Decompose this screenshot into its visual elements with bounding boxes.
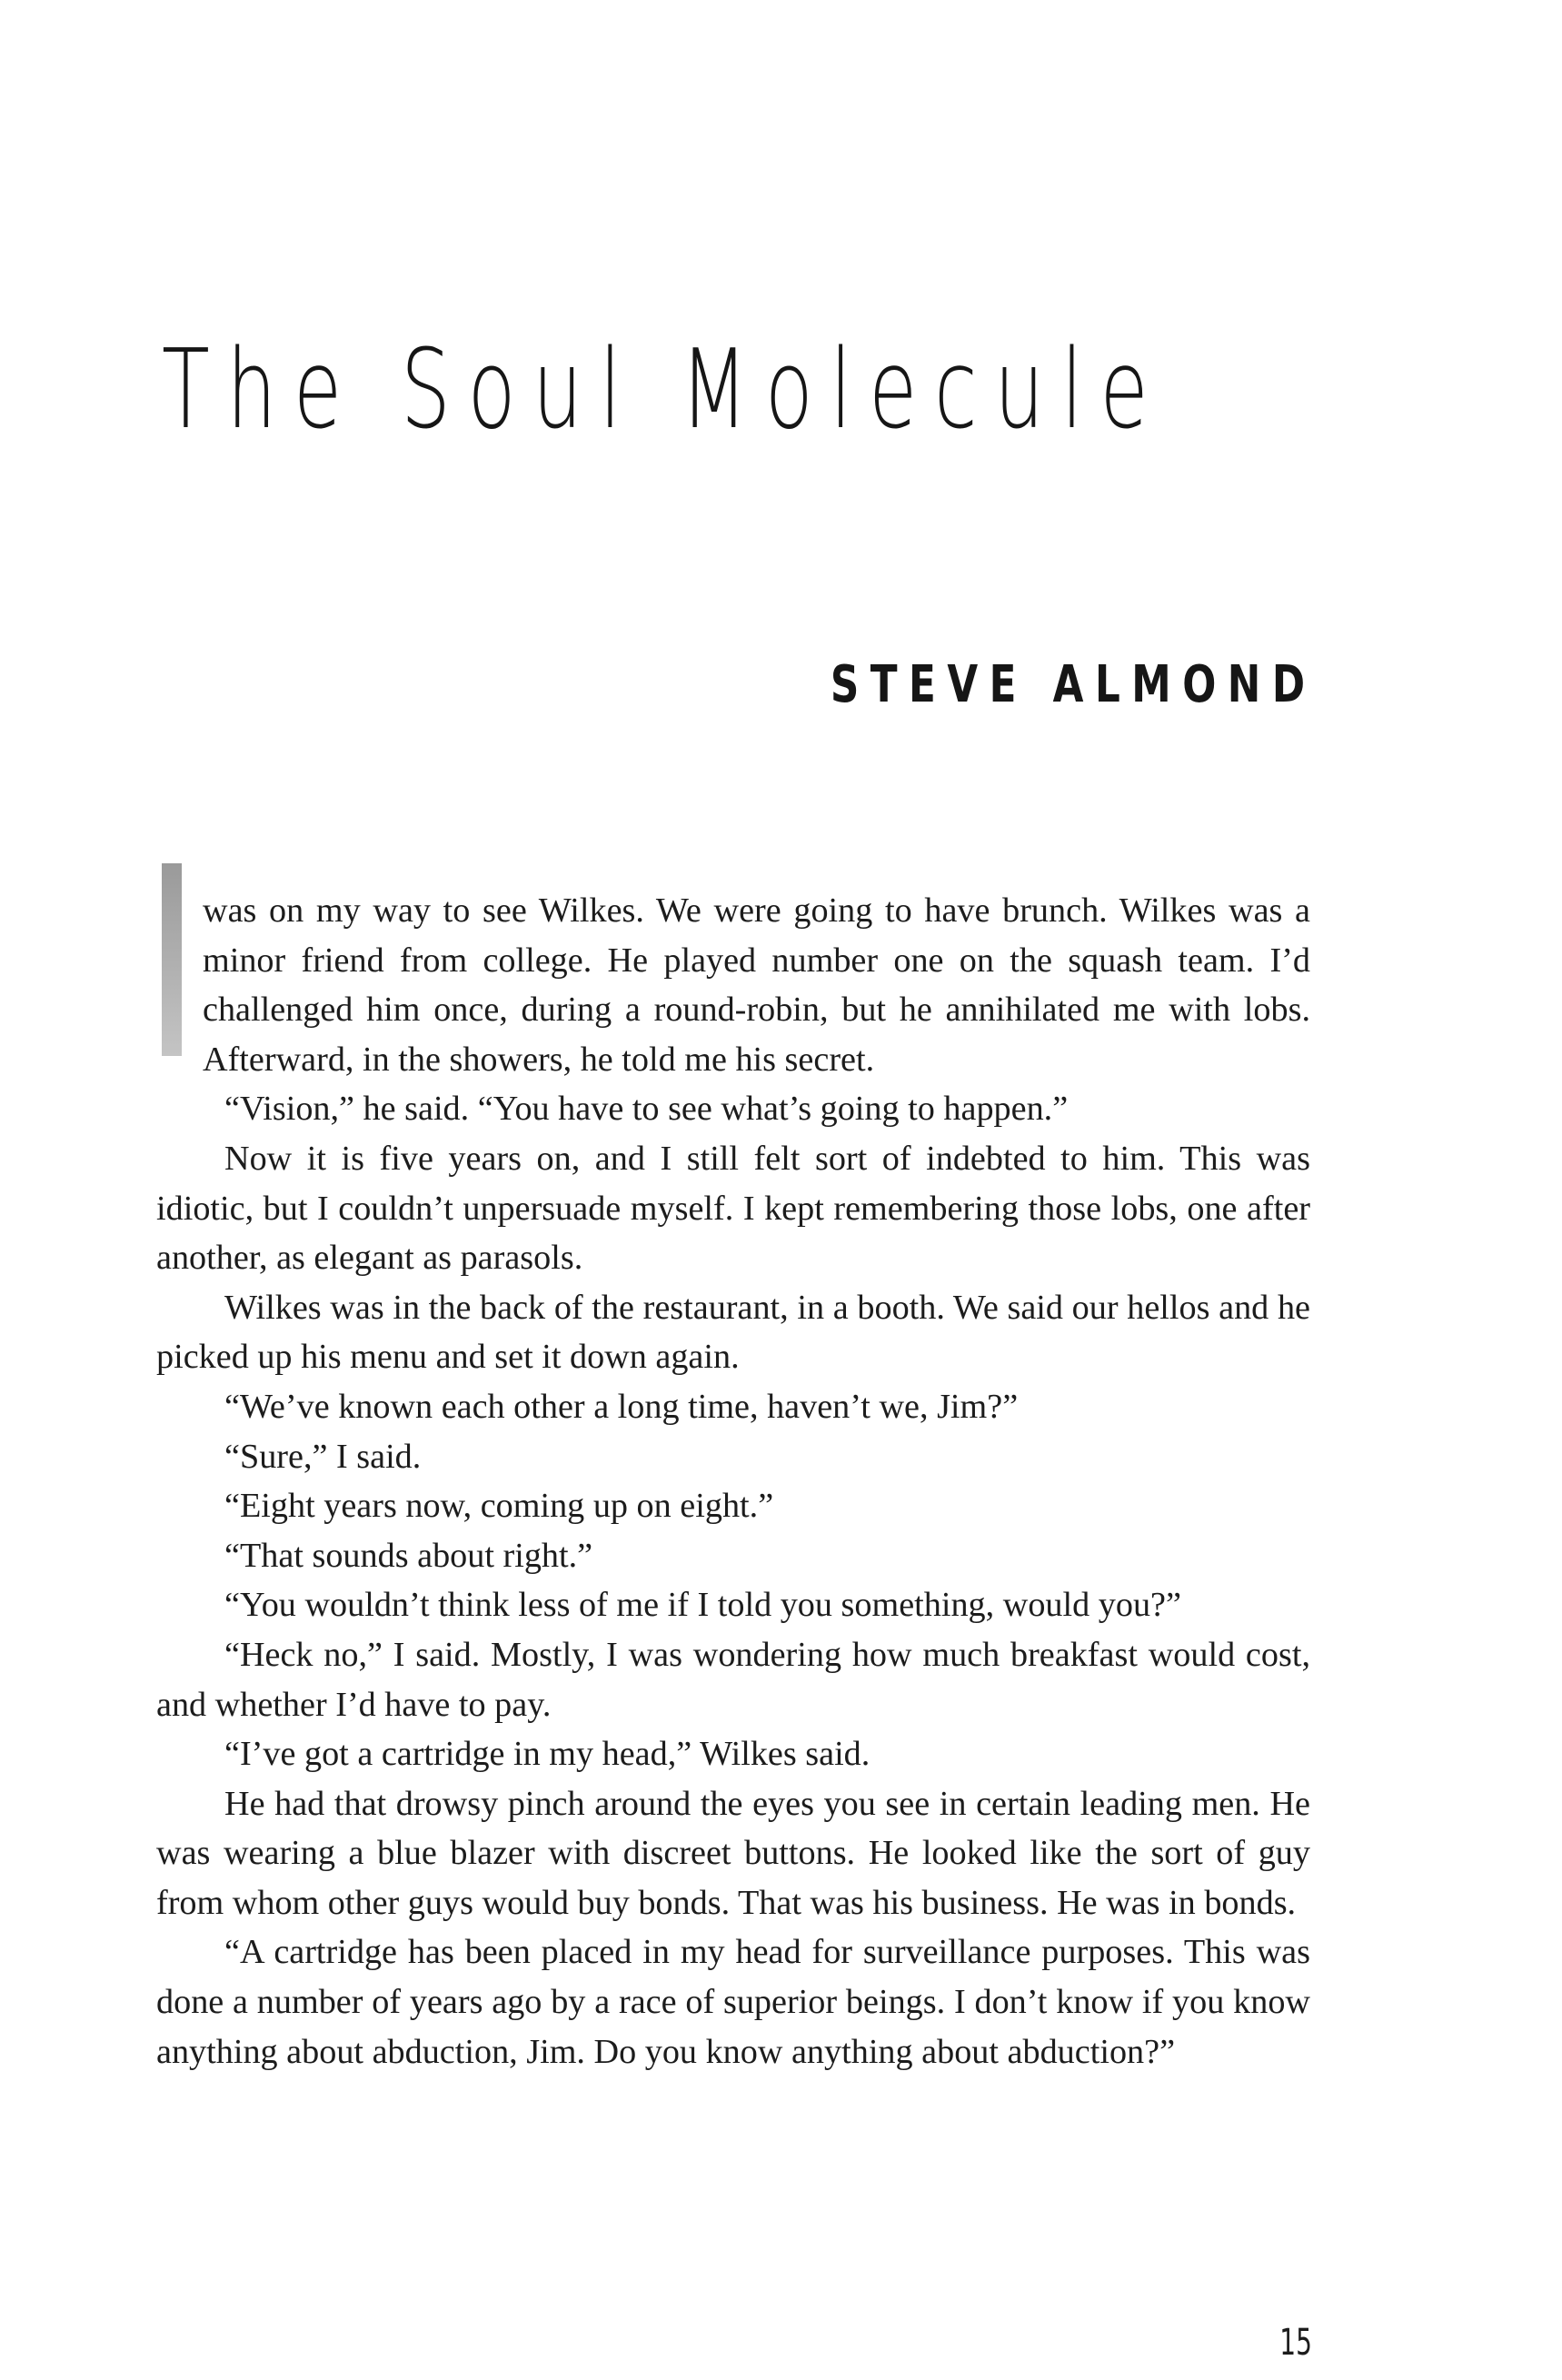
paragraph-3: Now it is five years on, and I still felt sort of indebted to him. This was idiotic, but I couldn’t unpersuade myself. I kept remembering those lobs, one after another, as elegant as parasols. [156, 1139, 1310, 1278]
story-title: The Soul Molecule [162, 327, 1166, 453]
paragraph-10: “Heck no,” I said. Mostly, I was wondering how much breakfast would cost, and whether I’d have to pay. [156, 1635, 1310, 1724]
page-number: 15 [1279, 2322, 1312, 2364]
paragraph-13: “A cartridge has been placed in my head for surveillance purposes. This was done a number of years ago by a race of superior beings. I don’t know if you know anything about abduction, Jim. Do you know anything about abduction?” [156, 1933, 1310, 2071]
paragraph-6: “Sure,” I said. [224, 1437, 422, 1476]
paragraph-12: He had that drowsy pinch around the eyes you see in certain leading men. He was wearing a blue blazer with discreet buttons. He looked like the sort of guy from whom other guys would buy bonds. That was his business. He was in bonds. [156, 1784, 1310, 1922]
paragraph-1-text: was on my way to see Wilkes. We were going to have brunch. Wilkes was a minor friend from college. He played number one on the squash team. I’d challenged him once, during a round-robin, but he annihilated me with lobs. Afterward, in the showers, he told me his secret. [203, 891, 1310, 1079]
paragraph-1 [156, 886, 1310, 1084]
paragraph-5: “We’ve known each other a long time, haven’t we, Jim?” [224, 1387, 1019, 1426]
paragraph-7: “Eight years now, coming up on eight.” [224, 1487, 774, 1526]
paragraph-2: “Vision,” he said. “You have to see what’s going to happen.” [224, 1090, 1069, 1129]
story-body [156, 886, 1310, 2076]
author-name: STEVE ALMOND [831, 655, 1317, 714]
paragraph-9: “You wouldn’t think less of me if I told you something, would you?” [224, 1586, 1181, 1625]
paragraph-11: “I’ve got a cartridge in my head,” Wilkes said. [224, 1735, 871, 1774]
paragraph-8: “That sounds about right.” [224, 1536, 593, 1575]
paragraph-4: Wilkes was in the back of the restaurant, in a booth. We said our hellos and he picked up his menu and set it down again. [156, 1288, 1310, 1377]
